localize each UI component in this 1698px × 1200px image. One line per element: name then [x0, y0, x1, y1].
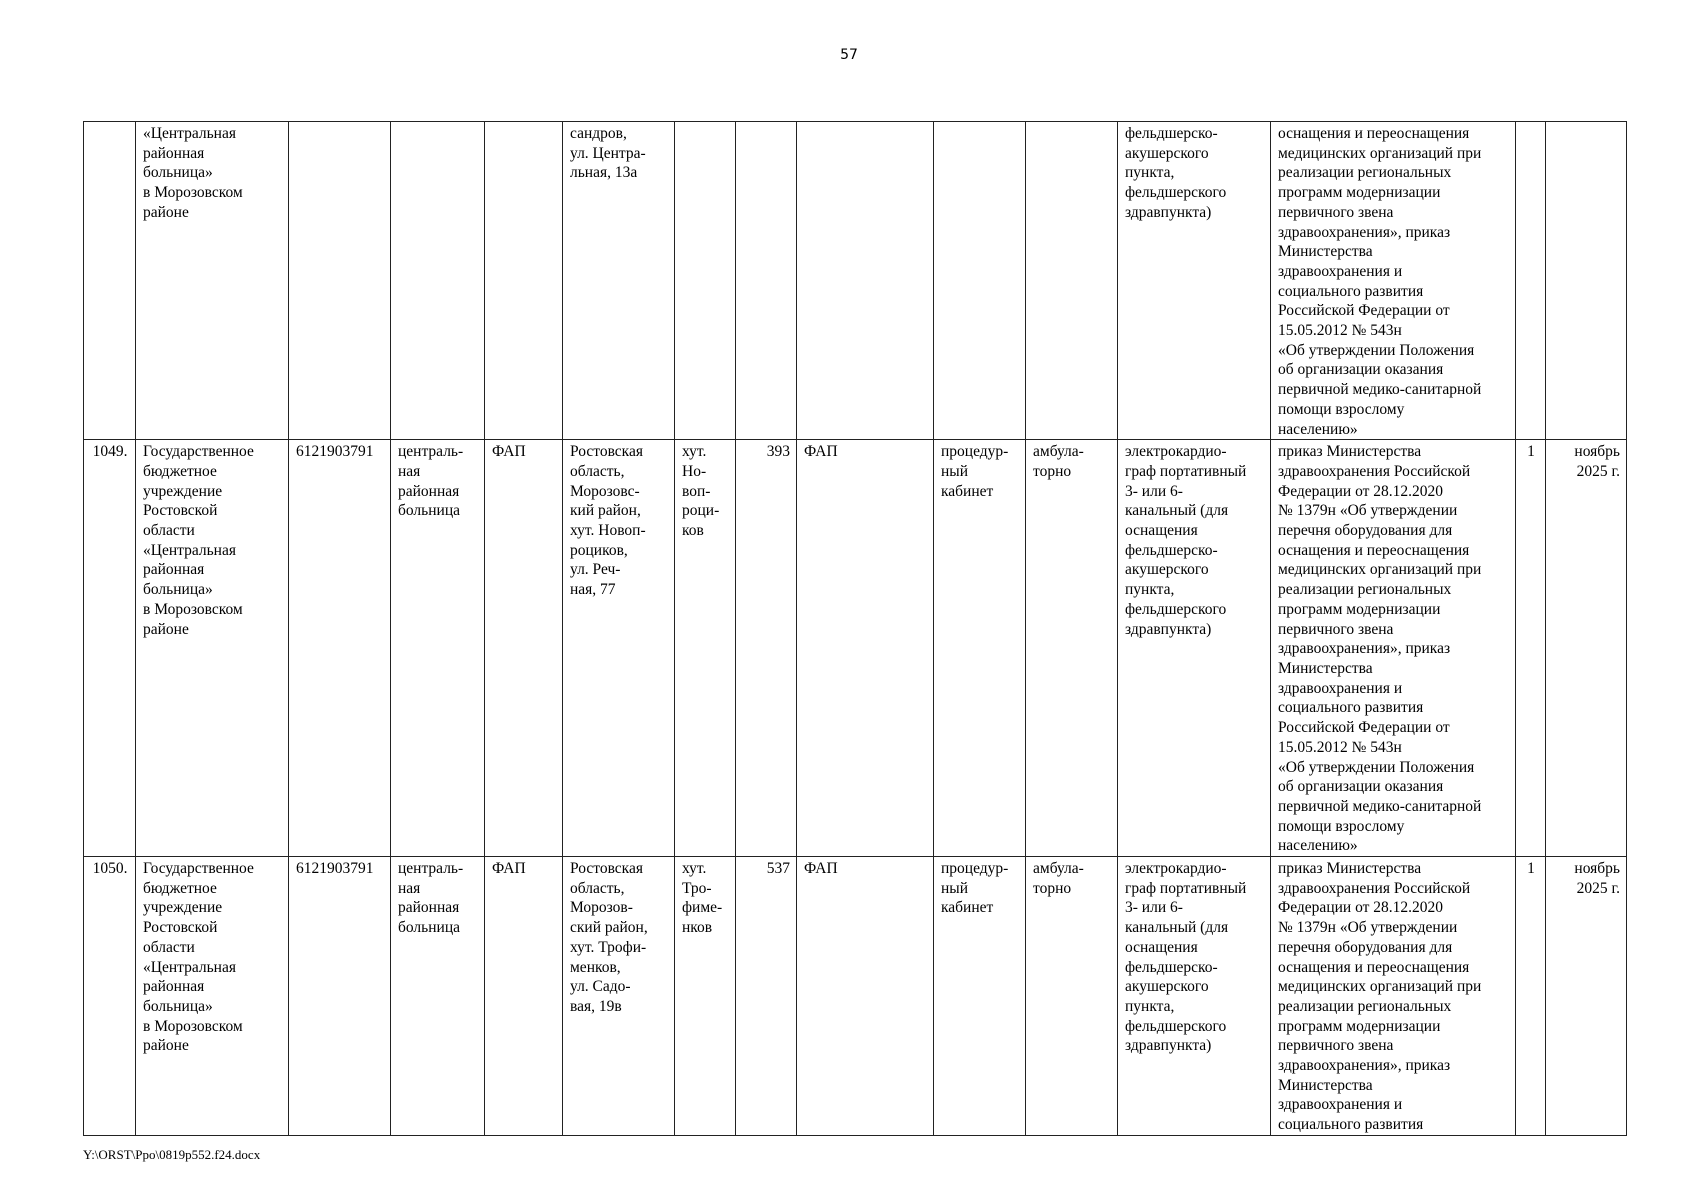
address-cell: Ростовская область, Морозов- ский район, хут. Трофи- менков, ул. Садо- вая, 19в	[563, 857, 675, 1136]
inn-cell	[289, 122, 391, 440]
table-row	[84, 122, 1627, 440]
equipment-table	[83, 121, 1627, 1136]
equipment-cell: фельдшерско- акушерского пункта, фельдшерского здравпункта)	[1118, 122, 1271, 440]
unit-cell	[797, 122, 934, 440]
quantity-cell: 1	[1516, 857, 1546, 1136]
legal-basis-cell: оснащения и переоснащения медицинских организаций при реализации региональных программ модернизации первичного звена здравоохранения», приказ Министерства здравоохранения и социального развития Российской Федерации от 15.05.2012 № 543н «Об утверждении Положения об организации оказания первичной медико-санитарной помощи взрослому населению»	[1271, 122, 1516, 440]
org-type-cell	[391, 122, 485, 440]
row-number-cell: 1049.	[84, 440, 136, 857]
care-mode-cell: амбула- торно	[1026, 857, 1118, 1136]
quantity-cell	[1516, 122, 1546, 440]
row-number-cell	[84, 122, 136, 440]
room-cell: процедур- ный кабинет	[934, 440, 1026, 857]
settlement-cell: хут. Но- воп- роци- ков	[675, 440, 736, 857]
row-number-cell: 1050.	[84, 857, 136, 1136]
population-cell	[736, 122, 797, 440]
institution-cell: Государственное бюджетное учреждение Ростовской области «Центральная районная больница» в Морозовском районе	[136, 440, 289, 857]
org-type-cell: централь- ная районная больница	[391, 857, 485, 1136]
institution-cell: Государственное бюджетное учреждение Ростовской области «Центральная районная больница» в Морозовском районе	[136, 857, 289, 1136]
settlement-cell	[675, 122, 736, 440]
equipment-cell: электрокардио- граф портативный 3- или 6- канальный (для оснащения фельдшерско- акушерского пункта, фельдшерского здравпункта)	[1118, 440, 1271, 857]
care-mode-cell: амбула- торно	[1026, 440, 1118, 857]
org-type-cell: централь- ная районная больница	[391, 440, 485, 857]
date-cell	[1546, 122, 1627, 440]
institution-cell: «Центральная районная больница» в Морозовском районе	[136, 122, 289, 440]
unit-cell: ФАП	[797, 440, 934, 857]
inn-cell: 6121903791	[289, 857, 391, 1136]
table-row	[84, 440, 1627, 857]
facility-kind-cell: ФАП	[485, 857, 563, 1136]
room-cell	[934, 122, 1026, 440]
page-number: 57	[840, 47, 858, 63]
room-cell: процедур- ный кабинет	[934, 857, 1026, 1136]
legal-basis-cell: приказ Министерства здравоохранения Российской Федерации от 28.12.2020 № 1379н «Об утверждении перечня оборудования для оснащения и переоснащения медицинских организаций при реализации региональных программ модернизации первичного звена здравоохранения», приказ Министерства здравоохранения и социального развития	[1271, 857, 1516, 1136]
address-cell: сандров, ул. Центра- льная, 13а	[563, 122, 675, 440]
population-cell: 393	[736, 440, 797, 857]
quantity-cell: 1	[1516, 440, 1546, 857]
unit-cell: ФАП	[797, 857, 934, 1136]
settlement-cell: хут. Тро- фиме- нков	[675, 857, 736, 1136]
date-cell: ноябрь 2025 г.	[1546, 440, 1627, 857]
footer-file-path: Y:\ORST\Ppo\0819p552.f24.docx	[83, 1147, 261, 1162]
address-cell: Ростовская область, Морозовс- кий район, хут. Новоп- роциков, ул. Реч- ная, 77	[563, 440, 675, 857]
facility-kind-cell	[485, 122, 563, 440]
table-row	[84, 857, 1627, 1136]
inn-cell: 6121903791	[289, 440, 391, 857]
care-mode-cell	[1026, 122, 1118, 440]
population-cell: 537	[736, 857, 797, 1136]
legal-basis-cell: приказ Министерства здравоохранения Российской Федерации от 28.12.2020 № 1379н «Об утверждении перечня оборудования для оснащения и переоснащения медицинских организаций при реализации региональных программ модернизации первичного звена здравоохранения», приказ Министерства здравоохранения и социального развития Российской Федерации от 15.05.2012 № 543н «Об утверждении Положения об организации оказания первичной медико-санитарной помощи взрослому населению»	[1271, 440, 1516, 857]
facility-kind-cell: ФАП	[485, 440, 563, 857]
date-cell: ноябрь 2025 г.	[1546, 857, 1627, 1136]
equipment-cell: электрокардио- граф портативный 3- или 6- канальный (для оснащения фельдшерско- акушерского пункта, фельдшерского здравпункта)	[1118, 857, 1271, 1136]
